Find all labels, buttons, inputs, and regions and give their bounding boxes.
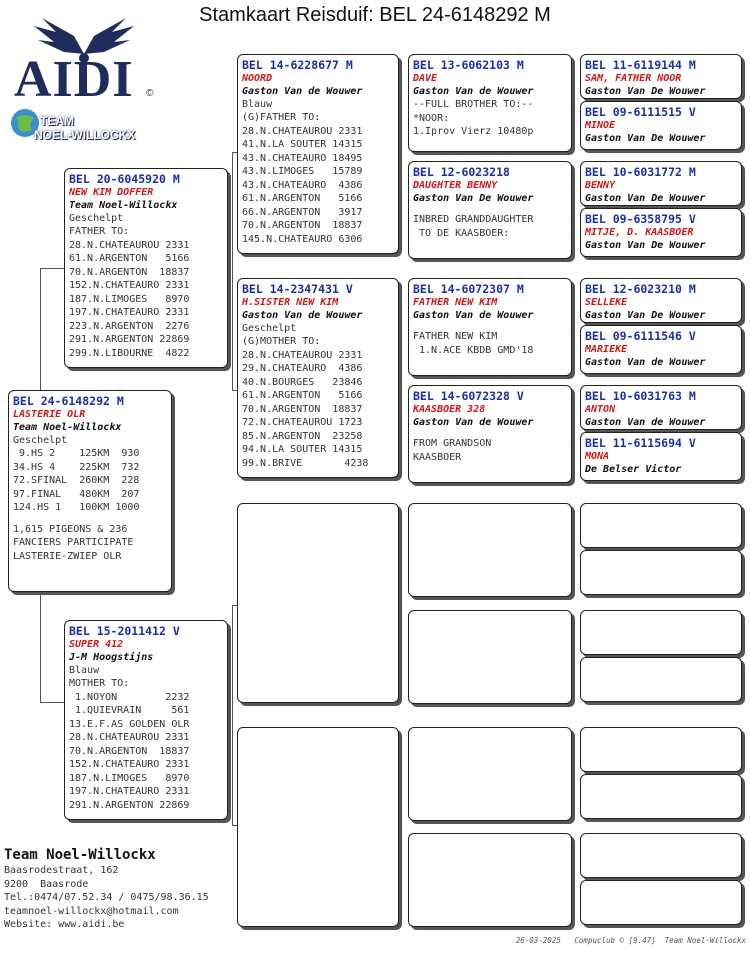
dam-ring: BEL 15-2011412 V (69, 624, 180, 638)
info-line: 28.N.CHATEAUROU 2331 (242, 125, 363, 137)
logo-text: AIDI (14, 51, 134, 108)
sds-ring: BEL 14-6072307 M (413, 282, 524, 296)
address-block (4, 846, 209, 932)
g4-name: ANTON (585, 404, 616, 415)
sss-card (408, 54, 572, 152)
sire-card (64, 168, 228, 368)
g4-ring: BEL 12-6023210 M (585, 282, 696, 296)
ssd-name: DAUGHTER BENNY (413, 180, 498, 191)
sdd-name: KAASBOER 328 (413, 404, 486, 415)
info-line: 43.N.CHATEAURO 4386 (242, 179, 363, 191)
info-line: (G)MOTHER TO: (242, 336, 321, 347)
ss-ring: BEL 14-6228677 M (242, 58, 353, 72)
empty-card (408, 503, 572, 597)
result-line: 9.HS 2 125KM 930 (13, 448, 140, 459)
info-line: 61.N.ARGENTON 5166 (242, 390, 363, 401)
info-line: --FULL BROTHER TO:-- (413, 99, 534, 110)
info-line: 61.N.ARGENTON 5166 (242, 193, 363, 204)
empty-card (580, 610, 742, 655)
g4-ring: BEL 11-6115694 V (585, 436, 696, 450)
info-line: 70.N.ARGENTON 18837 (242, 403, 363, 415)
ssd-owner: Gaston Van De Wouwer (413, 193, 534, 204)
sire-name: NEW KIM DOFFER (69, 187, 154, 198)
g4-owner: Gaston Van De Wouwer (585, 133, 706, 144)
ssd-card (408, 161, 572, 259)
g4-name: SELLEKE (585, 297, 628, 308)
info-line: 291.N.ARGENTON 22869 (69, 799, 190, 811)
connector-line (232, 152, 233, 390)
empty-card (408, 833, 572, 927)
info-line: 1.Iprov Vierz 10480p (413, 126, 534, 137)
subject-card (8, 390, 172, 592)
sd-name: H.SISTER NEW KIM (242, 297, 339, 308)
sdd-card (408, 385, 572, 483)
subject-color: Geschelpt (13, 435, 68, 446)
logo-team-line2: NOEL-WILLOCKX (34, 128, 136, 142)
info-line: 61.N.ARGENTON 5166 (69, 253, 190, 264)
info-line: 152.N.CHATEAURO 2331 (69, 280, 190, 291)
g4-name: MARIEKE (585, 344, 628, 355)
g4-name: MINOE (585, 120, 616, 131)
connector-line (40, 592, 41, 702)
g4-card (580, 385, 742, 430)
g4-card (580, 54, 742, 99)
sire-dam-card (237, 278, 399, 478)
result-line: 124.HS 1 100KM 1000 (13, 502, 140, 513)
g4-owner: Gaston Van De Wouwer (585, 193, 706, 204)
info-line: 72.N.CHATEAUROU 1723 (242, 417, 363, 428)
info-line: 145.N.CHATEAURO 6306 (242, 233, 363, 245)
sd-color: Geschelpt (242, 323, 297, 334)
g4-name: MITJE, D. KAASBOER (585, 227, 694, 238)
info-line: 43.N.CHATEAURO 18495 (242, 152, 363, 164)
sire-color: Geschelpt (69, 213, 124, 224)
logo-registered: © (146, 88, 154, 99)
ss-color: Blauw (242, 99, 273, 110)
g4-owner: De Belser Victor (585, 464, 682, 475)
ssd-ring: BEL 12-6023218 (413, 165, 510, 179)
empty-card (408, 610, 572, 704)
dam-sire-card (237, 503, 399, 703)
info-line: 28.N.CHATEAUROU 2331 (69, 239, 190, 251)
connector-line (40, 702, 66, 703)
info-line: *NOOR: (413, 112, 450, 124)
g4-owner: Gaston Van De Wouwer (585, 86, 706, 97)
g4-ring: BEL 09-6358795 V (585, 212, 696, 226)
info-line: 187.N.LIMOGES 8970 (69, 772, 190, 784)
g4-card (580, 161, 742, 206)
dam-card (64, 620, 228, 820)
address-title: Team Noel-Willockx (4, 847, 156, 863)
info-line: 13.E.F.AS GOLDEN OLR (69, 718, 190, 730)
sss-owner: Gaston Van de Wouwer (413, 86, 534, 97)
info-line: 70.N.ARGENTON 18837 (69, 266, 190, 278)
info-line: 99.N.BRIVE 4238 (242, 457, 369, 469)
note-line: 1,615 PIGEONS & 236 (13, 523, 128, 535)
sire-owner: Team Noel-Willockx (69, 200, 178, 211)
sdd-ring: BEL 14-6072328 V (413, 389, 524, 403)
address-line: Baasrodestraat, 162 (4, 865, 119, 876)
subject-owner: Team Noel-Willockx (13, 422, 122, 433)
sdd-owner: Gaston Van de Wouwer (413, 417, 534, 428)
sd-ring: BEL 14-2347431 V (242, 282, 353, 296)
result-line: 34.HS 4 225KM 732 (13, 461, 140, 473)
connector-line (232, 605, 233, 825)
info-line: FATHER TO: (69, 226, 130, 237)
result-line: 97.FINAL 480KM 207 (13, 488, 140, 500)
info-line: 70.N.ARGENTON 18837 (242, 220, 363, 231)
footer-text: 26-03-2025 Compuclub © [9.47] Team Noel-Willockx (515, 936, 746, 945)
g4-card (580, 101, 742, 150)
info-line: FROM GRANDSON (413, 438, 492, 449)
g4-ring: BEL 10-6031772 M (585, 165, 696, 179)
dam-owner: J-M Hoogstijns (69, 652, 154, 663)
result-line: 72.SFINAL 260KM 228 (13, 475, 140, 486)
g4-owner: Gaston Van De Wouwer (585, 310, 706, 321)
sss-ring: BEL 13-6062103 M (413, 58, 524, 72)
empty-card (580, 657, 742, 702)
sire-ring: BEL 20-6045920 M (69, 172, 180, 186)
note-line: FANCIERS PARTICIPATE (13, 537, 134, 548)
address-website: Website: www.aidi.be (4, 919, 125, 930)
ss-owner: Gaston Van de Wouwer (242, 86, 363, 97)
g4-ring: BEL 11-6119144 M (585, 58, 696, 72)
info-line: 85.N.ARGENTON 23258 (242, 430, 363, 442)
sds-name: FATHER NEW KIM (413, 297, 498, 308)
g4-owner: Gaston Van De Wouwer (585, 240, 706, 251)
info-line: 187.N.LIMOGES 8970 (69, 293, 190, 305)
info-line: 197.N.CHATEAURO 2331 (69, 786, 190, 797)
info-line: 66.N.ARGENTON 3917 (242, 206, 363, 218)
empty-card (408, 727, 572, 821)
info-line: 70.N.ARGENTON 18837 (69, 745, 190, 757)
g4-name: MONA (585, 451, 610, 462)
info-line: 299.N.LIBOURNE 4822 (69, 347, 190, 359)
sds-card (408, 278, 572, 376)
dam-dam-card (237, 727, 399, 927)
ss-name: NOORD (242, 73, 273, 84)
info-line: 1.NOYON 2232 (69, 691, 190, 703)
info-line: 28.N.CHATEAUROU 2331 (69, 732, 190, 743)
empty-card (580, 774, 742, 819)
note-line: LASTERIE-ZWIEP OLR (13, 550, 122, 562)
info-line: (G)FATHER TO: (242, 112, 321, 123)
info-line: MOTHER TO: (69, 678, 130, 689)
info-line: 152.N.CHATEAURO 2331 (69, 759, 190, 770)
dam-color: Blauw (69, 665, 100, 676)
connector-line (40, 268, 41, 390)
info-line: KAASBOER (413, 451, 462, 463)
info-line: 1.QUIEVRAIN 561 (69, 705, 190, 716)
g4-card (580, 325, 742, 374)
info-line: FATHER NEW KIM (413, 331, 498, 342)
sire-sire-card (237, 54, 399, 254)
empty-card (580, 503, 742, 548)
g4-owner: Gaston Van de Wouwer (585, 357, 706, 368)
sd-owner: Gaston Van de Wouwer (242, 310, 363, 321)
g4-ring: BEL 09-6111546 V (585, 329, 696, 343)
logo-team-line1: TEAM (40, 114, 74, 128)
g4-card (580, 278, 742, 323)
subject-ring: BEL 24-6148292 M (13, 394, 124, 408)
address-email: teamnoel-willockx@hotmail.com (4, 905, 179, 917)
sds-owner: Gaston Van de Wouwer (413, 310, 534, 321)
address-phone: Tel.:0474/07.52.34 / 0475/98.36.15 (4, 892, 209, 903)
connector-line (40, 268, 66, 269)
empty-card (580, 727, 742, 772)
g4-name: BENNY (585, 180, 616, 191)
empty-card (580, 880, 742, 925)
g4-name: SAM, FATHER NOOR (585, 73, 682, 84)
g4-card (580, 432, 742, 481)
g4-card (580, 208, 742, 257)
info-line: 43.N.LIMOGES 15789 (242, 166, 363, 177)
info-line: 197.N.CHATEAURO 2331 (69, 307, 190, 318)
info-line: 40.N.BOURGES 23846 (242, 376, 363, 388)
info-line: 29.N.CHATEAURO 4386 (242, 363, 363, 374)
aidi-logo (4, 14, 164, 144)
dam-name: SUPER 412 (69, 639, 124, 650)
info-line: 41.N.LA SOUTER 14315 (242, 139, 363, 150)
info-line: 94.N.LA SOUTER 14315 (242, 444, 363, 455)
g4-ring: BEL 09-6111515 V (585, 105, 696, 119)
g4-ring: BEL 10-6031763 M (585, 389, 696, 403)
empty-card (580, 550, 742, 595)
info-line: 291.N.ARGENTON 22869 (69, 334, 190, 345)
page-title: Stamkaart Reisduif: BEL 24-6148292 M (199, 4, 551, 26)
info-line: 223.N.ARGENTON 2276 (69, 320, 190, 332)
info-line: INBRED GRANDDAUGHTER (413, 214, 534, 225)
info-line: TO DE KAASBOER: (413, 227, 510, 239)
address-line: 9200 Baasrode (4, 878, 89, 890)
g4-owner: Gaston Van de Wouwer (585, 417, 706, 428)
subject-name: LASTERIE OLR (13, 409, 86, 420)
info-line: 1.N.ACE KBDB GMD'18 (413, 344, 534, 356)
sss-name: DAVE (413, 73, 438, 84)
empty-card (580, 833, 742, 878)
info-line: 28.N.CHATEAUROU 2331 (242, 349, 363, 361)
